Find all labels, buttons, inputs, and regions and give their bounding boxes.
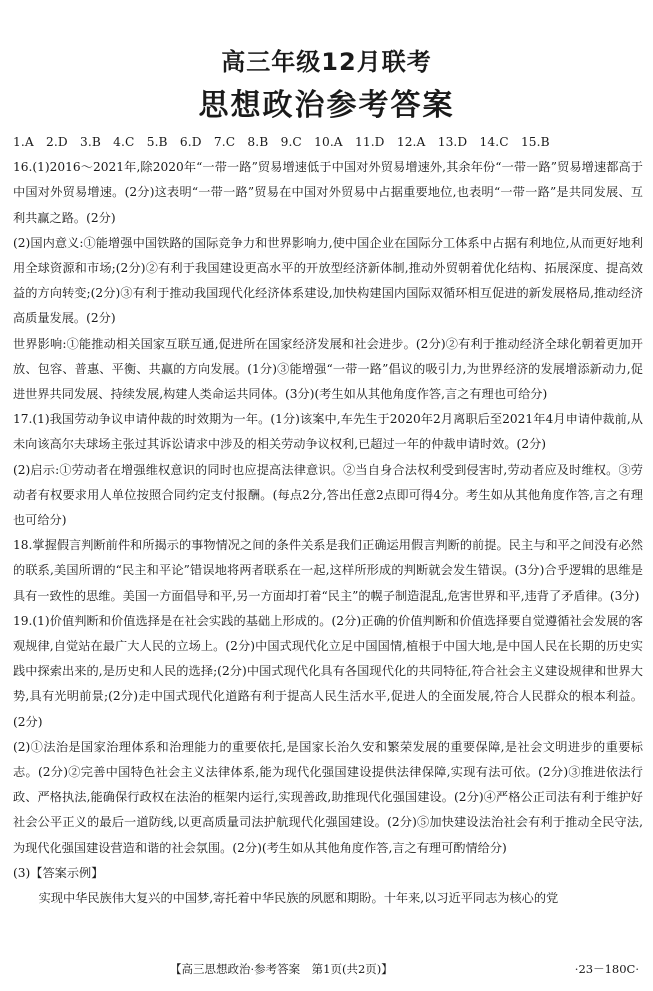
- q19-part3-sample: 实现中华民族伟大复兴的中国梦,寄托着中华民族的夙愿和期盼。十年来,以习近平同志为核心的党: [38, 891, 559, 906]
- multiple-choice-answers: 1.A 2.D 3.B 4.C 5.B 6.D 7.C 8.B 9.C 10.A 11.D 12.A 13.D 14.C 15.B: [13, 135, 550, 149]
- q18-answer: 18.掌握假言判断前件和所揭示的事物情况之间的条件关系是我们正确运用假言判断的前提。民主与和平之间没有必然的联系,美国所谓的“民主和平论”错误地将两者联系在一起,这样所形成的判断就会发生错误。(3分)合乎逻辑的思维是具有一致性的思维。美国一方面倡导和平,另一方面却打着“民主”的幌子制造混乱,危害世界和平,违背了矛盾律。(3分): [13, 538, 643, 603]
- q16-part2: (2)国内意义:①能增强中国铁路的国际竞争力和世界影响力,使中国企业在国际分工体系中占据有利地位,从而更好地利用全球资源和市场;(2分)②有利于我国建设更高水平的开放型经济新体制,推动外贸朝着优化结构、拓展深度、提高效益的方向转变;(2分)③有利于推动我国现代化经济体系建设,加快构建国内国际双循环相互促进的新发展格局,推动经济高质量发展。(2分): [13, 235, 643, 326]
- page-title: 高三年级12月联考: [221, 48, 432, 76]
- q17-part1: 17.(1)我国劳动争议申请仲裁的时效期为一年。(1分)该案中,车先生于2020年2月离职后至2021年4月申请仲裁前,从未向该高尔夫球场主张过其诉讼请求中涉及的相关劳动争议权利,已超过一年的仲裁申请时效。(2分): [13, 412, 643, 452]
- footer-page-info: 【高三思想政治·参考答案 第1页(共2页)】: [170, 962, 393, 976]
- footer-code: ·23－180C·: [574, 962, 639, 976]
- page-subtitle: 思想政治参考答案: [198, 88, 455, 123]
- q19-part1: 19.(1)价值判断和价值选择是在社会实践的基础上形成的。(2分)正确的价值判断和价值选择要自觉遵循社会发展的客观规律,自觉站在最广大人民的立场上。(2分)中国式现代化立足中国国情,植根于中国大地,是中国人民在长期的历史实践中探索出来的,是历史和人民的选择;(2分)中国式现代化具有各国现代化的共同特征,符合社会主义建设规律和世界大势,具有光明前景;(2分)走中国式现代化道路有利于提高人民生活水平,促进人的全面发展,符合人民群众的根本利益。(2分): [13, 613, 643, 729]
- q17-part2: (2)启示:①劳动者在增强维权意识的同时也应提高法律意识。②当自身合法权利受到侵害时,劳动者应及时维权。③劳动者有权要求用人单位按照合同约定支付报酬。(每点2分,答出任意2点即可得4分。考生如从其他角度作答,言之有理也可给分): [13, 462, 643, 528]
- q19-part3-heading: (3)【答案示例】: [13, 865, 104, 880]
- q19-part2: (2)①法治是国家治理体系和治理能力的重要依托,是国家长治久安和繁荣发展的重要保障,是社会文明进步的重要标志。(2分)②完善中国特色社会主义法律体系,能为现代化强国建设提供法律保障,实现有法可依。(2分)③推进依法行政、严格执法,能确保行政权在法治的框架内运行,实现善政,助推现代化强国建设。(2分)④严格公正司法有利于维护好社会公平正义的最后一道防线,以更高质量司法护航现代化强国建设。(2分)⑤加快建设法治社会有利于推动全民守法,为现代化强国建设营造和谐的社会氛围。(2分)(考生如从其他角度作答,言之有理可酌情给分): [13, 739, 643, 855]
- page-footer: [0, 961, 653, 981]
- q16-part1: 16.(1)2016～2021年,除2020年“一带一路”贸易增速低于中国对外贸易增速外,其余年份“一带一路”贸易增速都高于中国对外贸易增速。(2分)这表明“一带一路”贸易在中国对外贸易中占据重要地位,也表明“一带一路”是共同发展、互利共赢之路。(2分): [13, 160, 643, 225]
- answer-body: [13, 130, 643, 911]
- q16-world-impact: 世界影响:①能推动相关国家互联互通,促进所在国家经济发展和社会进步。(2分)②有利于推动经济全球化朝着更加开放、包容、普惠、平衡、共赢的方向发展。(1分)③能增强“一带一路”倡议的吸引力,为世界经济的发展增添新动力,促进世界共同发展、持续发展,构建人类命运共同体。(3分)(考生如从其他角度作答,言之有理也可给分): [13, 336, 643, 402]
